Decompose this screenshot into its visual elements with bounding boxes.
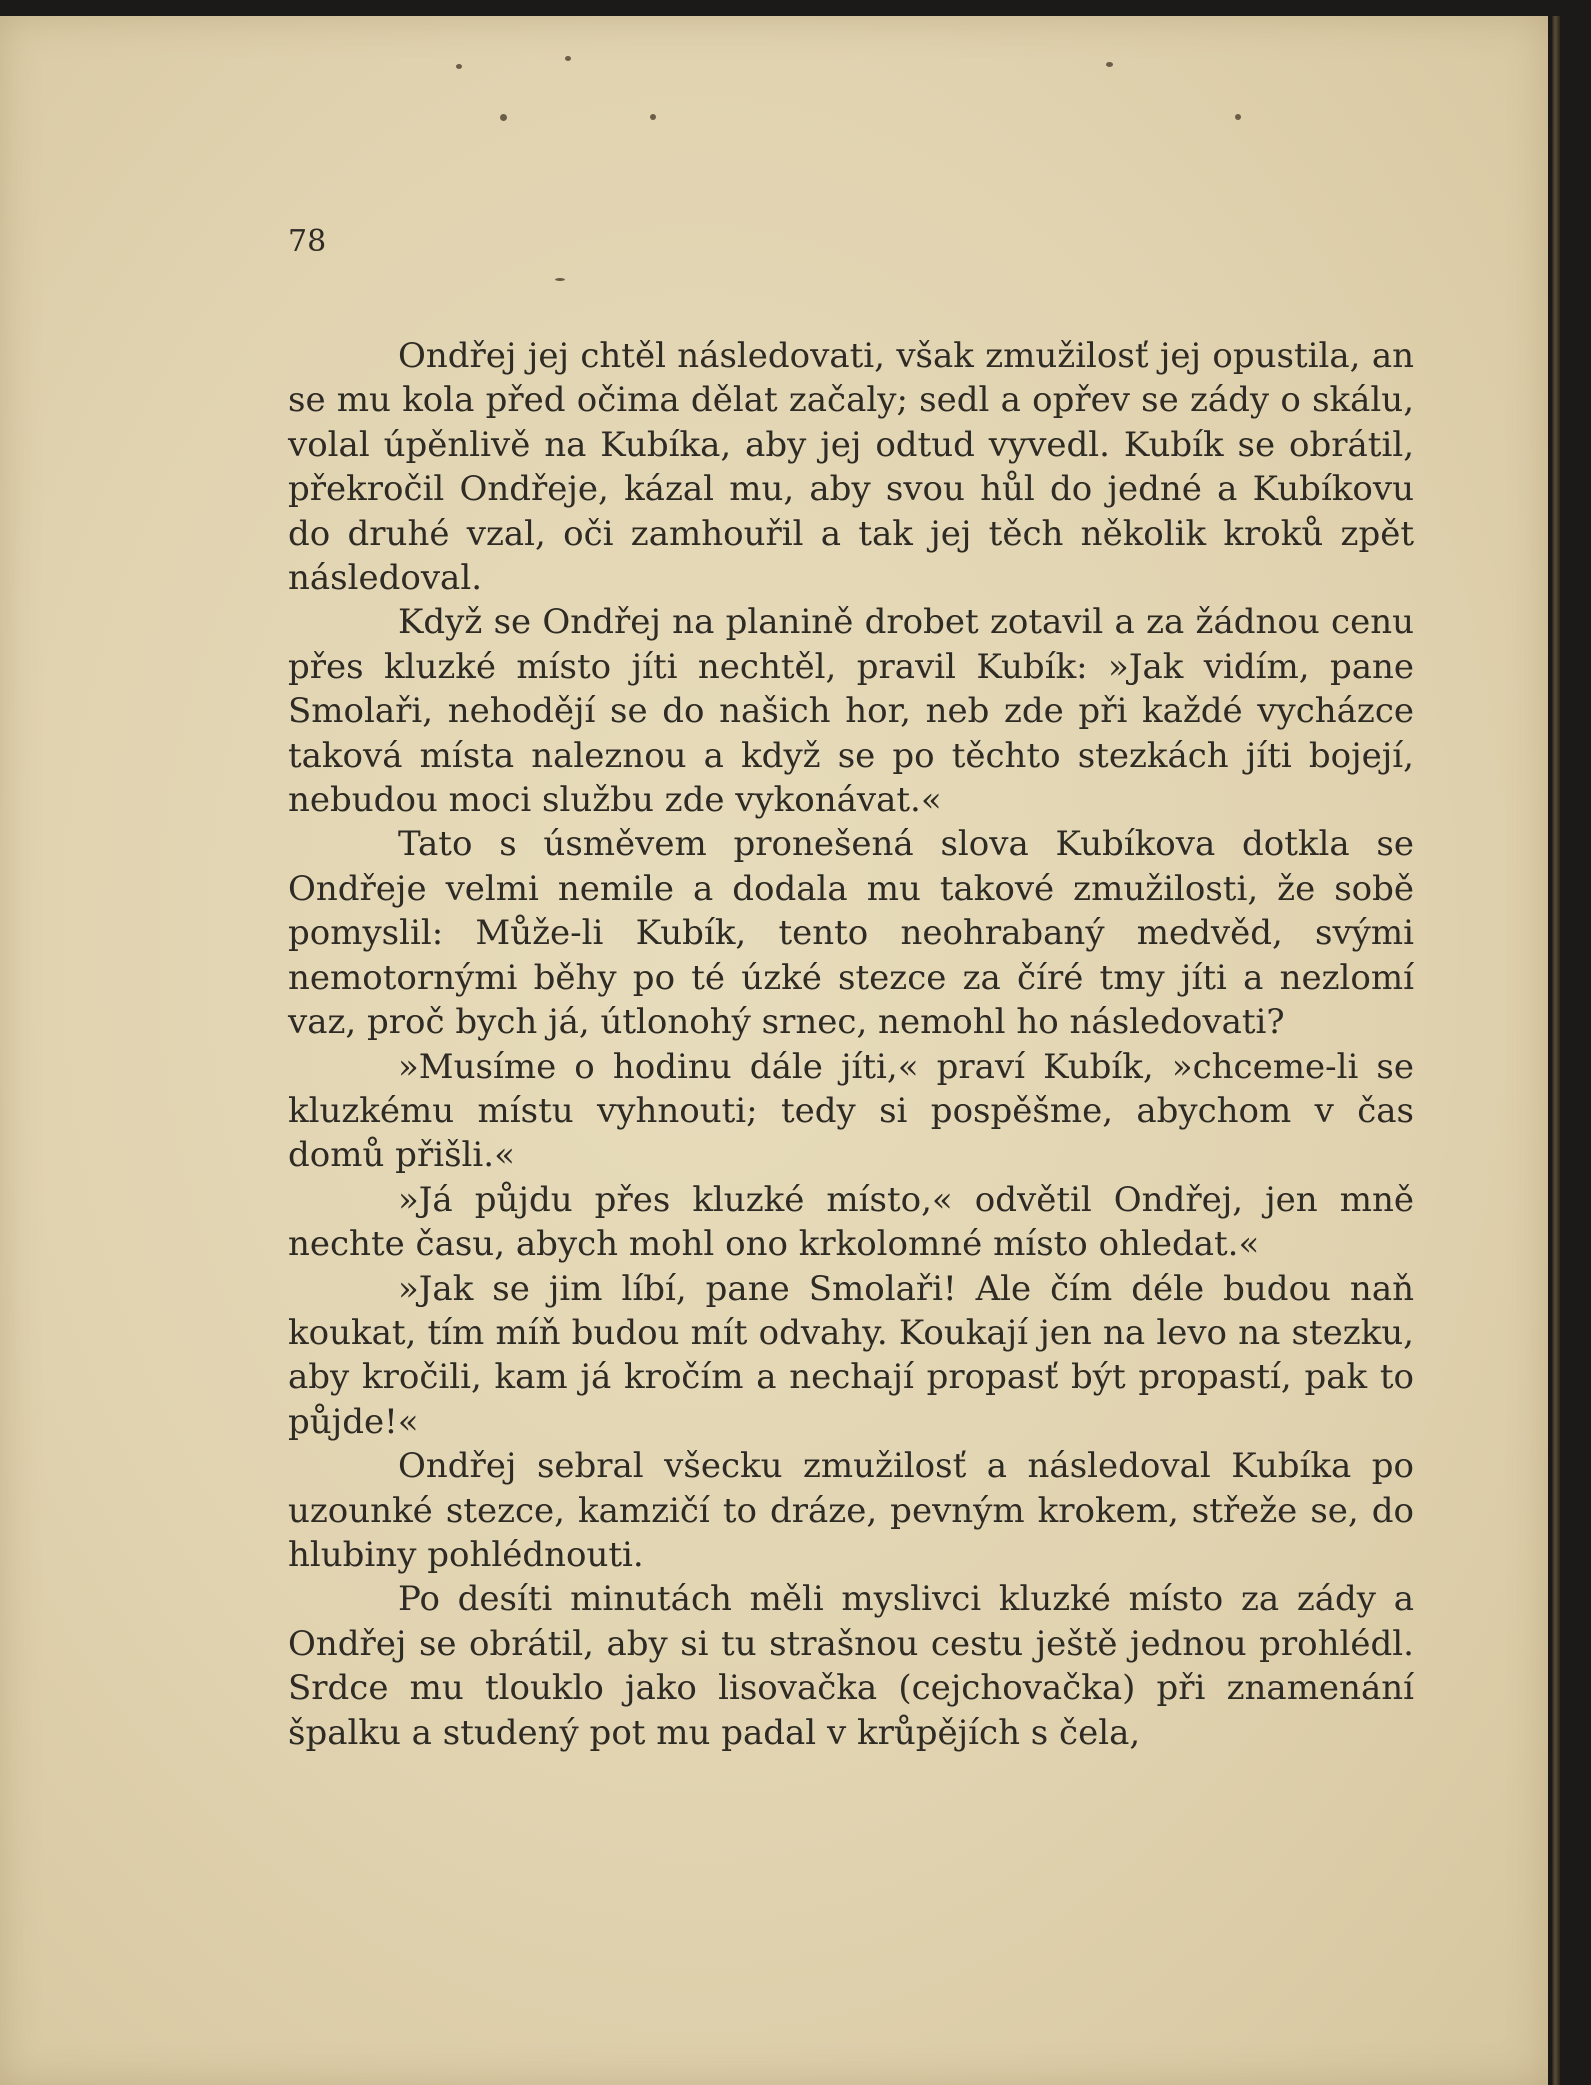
paragraph: »Já půjdu přes kluzké místo,« odvětil Ondřej, jen mně nechte času, abych mohl ono krkolomné místo ohledat.«: [288, 1179, 1414, 1265]
paragraph: Ondřej jej chtěl následovati, však zmužilosť jej opustila, an se mu kola před očima dělat začaly; sedl a opřev se zády o skálu, volal úpěnlivě na Kubíka, aby jej odtud vyvedl. Kubík se obrátil, překročil Ondřeje, kázal mu, aby svou hůl do jedné a Kubíkovu do druhé vzal, oči zamhouřil a tak jej těch několik kroků zpět následoval.: [288, 336, 1414, 599]
dust-speck: [555, 278, 565, 281]
dust-speck: [1235, 114, 1241, 120]
dust-speck: [456, 64, 462, 69]
paragraph: Když se Ondřej na planině drobet zotavil a za žádnou cenu přes kluzké místo jíti nechtěl, pravil Kubík: »Jak vidím, pane Smolaři, nehodějí se do našich hor, neb zde při každé vycházce taková místa naleznou a když se po těchto stezkách jíti bojejí, nebudou moci službu zde vykonávat.«: [288, 602, 1414, 821]
dust-speck: [650, 114, 656, 120]
dust-speck: [565, 56, 571, 61]
paragraph: »Musíme o hodinu dále jíti,« praví Kubík, »chceme-li se kluzkému místu vyhnouti; tedy si pospěšme, abychom v čas domů přišli.«: [288, 1046, 1414, 1176]
page-number: 78: [288, 224, 327, 259]
paragraph: Tato s úsměvem pronešená slova Kubíkova dotkla se Ondřeje velmi nemile a dodala mu takové zmužilosti, že sobě pomyslil: Může-li Kubík, tento neohrabaný medvěd, svými nemotornými běhy po té úzké stezce za číré tmy jíti a nezlomí vaz, proč bych já, útlonohý srnec, nemohl ho následovati?: [288, 824, 1414, 1043]
body-text: [288, 334, 1414, 1755]
dust-speck: [1106, 62, 1113, 67]
paragraph: Ondřej sebral všecku zmužilosť a následoval Kubíka po uzounké stezce, kamzičí to dráze, pevným krokem, střeže se, do hlubiny pohlédnouti.: [288, 1446, 1414, 1575]
paragraph: »Jak se jim líbí, pane Smolaři! Ale čím déle budou naň koukat, tím míň budou mít odvahy. Koukají jen na levo na stezku, aby kročili, kam já kročím a nechají propasť být propastí, pak to půjde!«: [288, 1268, 1414, 1442]
book-page: [0, 16, 1548, 2085]
paragraph: Po desíti minutách měli myslivci kluzké místo za zády a Ondřej se obrátil, aby si tu strašnou cestu ještě jednou prohlédl. Srdce mu tlouklo jako lisovačka (cejchovačka) při znamenání špalku a studený pot mu padal v krůpějích s čela,: [288, 1579, 1414, 1753]
book-spine-edge: [1552, 16, 1560, 2085]
dust-speck: [500, 114, 507, 121]
